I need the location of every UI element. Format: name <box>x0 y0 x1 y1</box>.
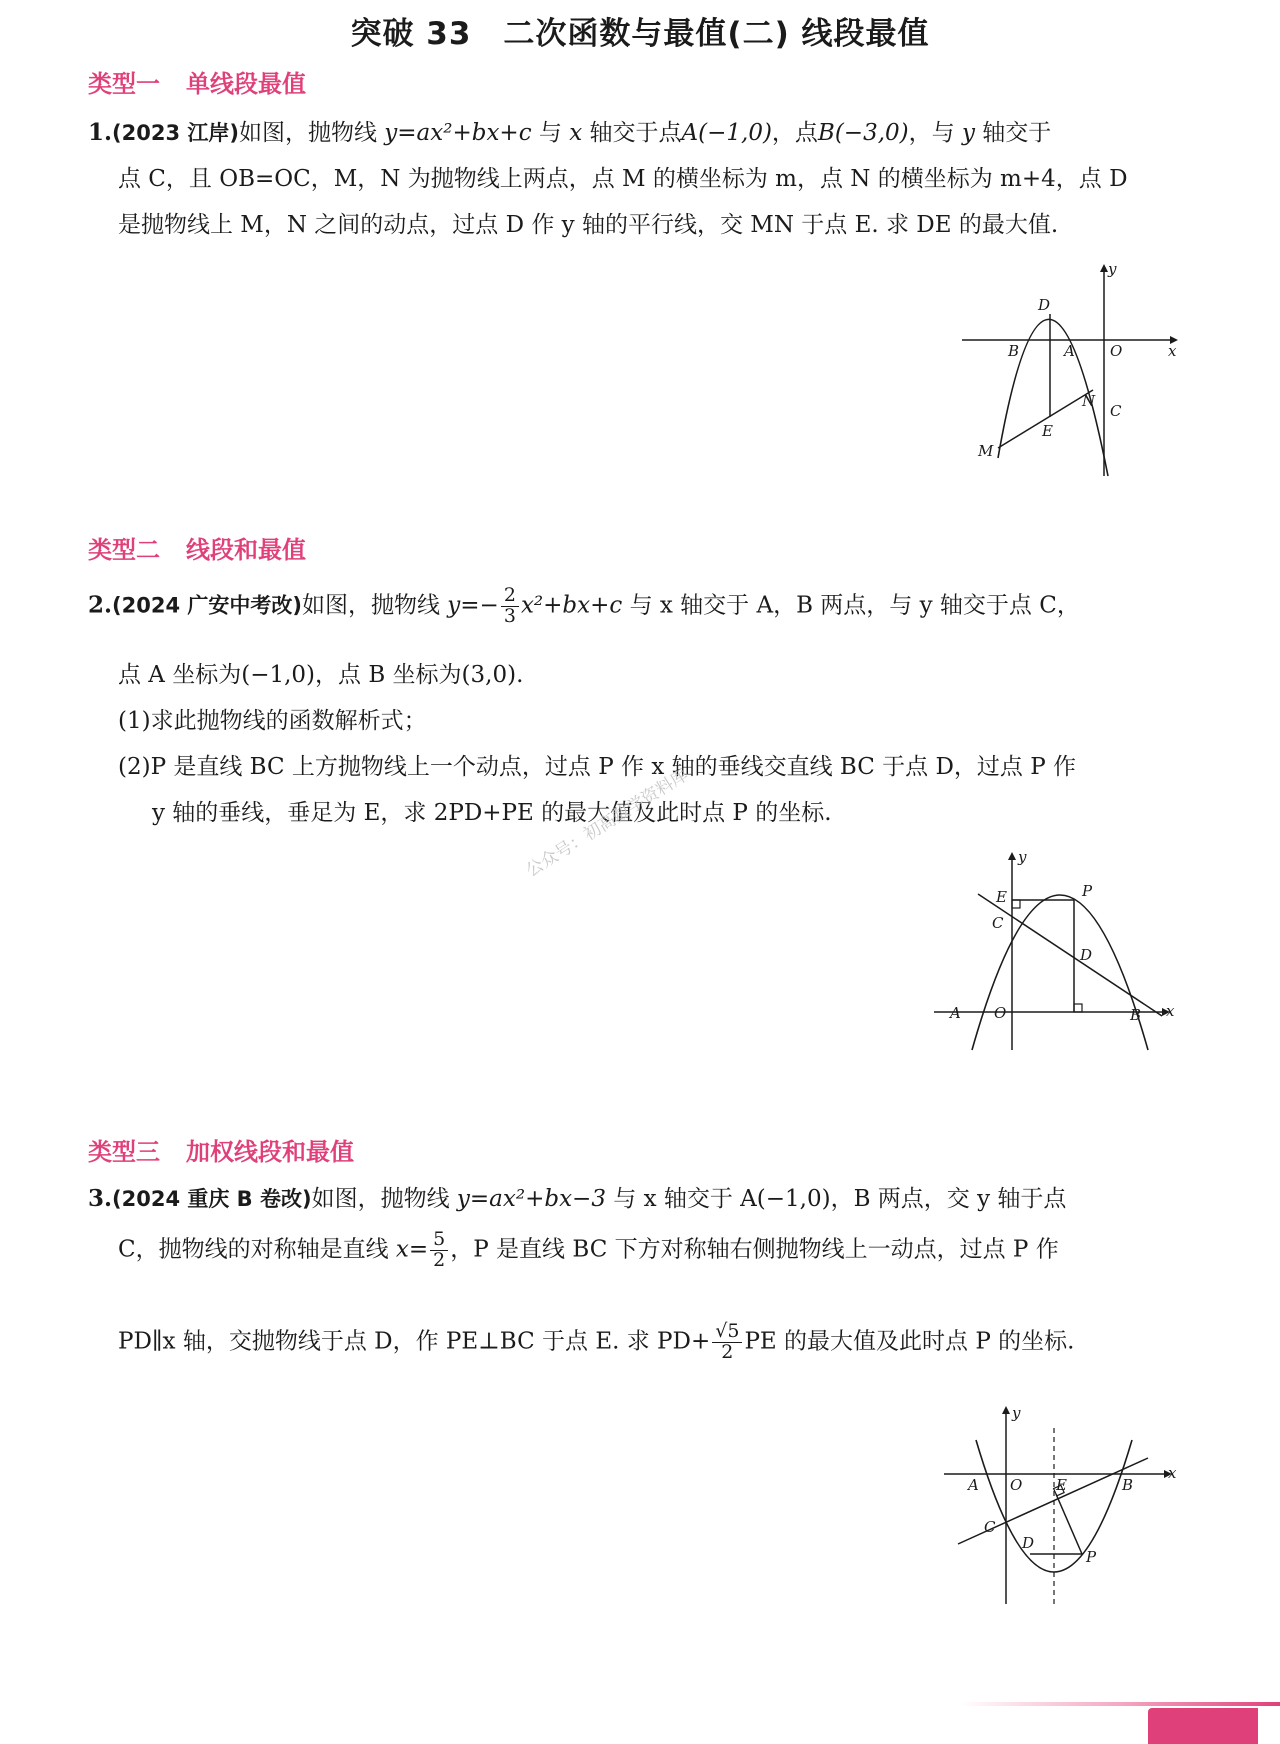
problem-source: (2024 广安中考改) <box>112 593 302 618</box>
equation: y=− <box>447 592 499 619</box>
numerator: 2 <box>501 586 519 607</box>
text: 轴交于 <box>982 120 1052 146</box>
label-B: B <box>1130 1006 1142 1024</box>
text: ，点 <box>771 120 818 146</box>
problem-3-line-3 <box>118 1322 1074 1363</box>
problem-source: (2024 重庆 B 卷改) <box>112 1187 312 1211</box>
fraction <box>501 586 519 627</box>
text: 与 x 轴交于 A，B 两点，与 y 轴交于点 C， <box>629 592 1080 619</box>
label-A: A <box>968 1476 979 1494</box>
label-y: y <box>1012 1404 1021 1422</box>
equation: x²+bx+c <box>520 592 623 619</box>
label-D: D <box>1038 296 1051 314</box>
equation: x= <box>395 1236 429 1263</box>
problem-number: 2. <box>88 591 113 619</box>
watermark: 公众号：初高数学资料库 <box>522 765 692 882</box>
text: ，与 <box>908 120 955 146</box>
equation: y=ax²+bx+c <box>384 120 532 146</box>
denominator: 2 <box>433 1248 446 1271</box>
label-N: N <box>1082 392 1096 410</box>
point: A(−1,0) <box>681 120 772 146</box>
problem-1-line-3: 是抛物线上 M，N 之间的动点，过点 D 作 y 轴的平行线，交 MN 于点 E. 求 DE 的最大值. <box>118 212 1059 238</box>
section-heading-2 <box>88 530 306 565</box>
problem-1-line-1 <box>88 114 1051 147</box>
section-name: 线段和最值 <box>186 536 306 564</box>
label-C: C <box>984 1518 996 1536</box>
problem-2-question-1: (1)求此抛物线的函数解析式； <box>118 708 427 734</box>
figure-2 <box>930 850 1180 1060</box>
denominator: 3 <box>503 604 516 627</box>
fraction <box>712 1322 742 1363</box>
problem-3-line-2 <box>118 1230 1059 1271</box>
variable: y <box>961 120 975 146</box>
problem-2-line-1 <box>88 586 1080 627</box>
label-C: C <box>1110 402 1122 420</box>
page-title: 突破 33 二次函数与最值(二) 线段最值 <box>350 16 930 52</box>
section-label: 类型一 <box>88 70 160 98</box>
label-E: E <box>1042 422 1053 440</box>
footer-page-tab <box>1148 1708 1258 1744</box>
problem-2-question-2-cont: y 轴的垂线，垂足为 E，求 2PD+PE 的最大值及此时点 P 的坐标. <box>152 800 832 826</box>
problem-number: 3. <box>88 1185 113 1212</box>
figure-1 <box>958 262 1198 482</box>
label-x: x <box>1166 1002 1175 1020</box>
text: 与 x 轴交于 A(−1,0)，B 两点，交 y 轴于点 <box>613 1186 1067 1212</box>
section-name: 单线段最值 <box>186 70 306 98</box>
label-P: P <box>1086 1548 1097 1566</box>
label-y: y <box>1018 848 1027 866</box>
problem-number: 1. <box>88 119 113 146</box>
text: 与 <box>538 120 562 146</box>
section-name: 加权线段和最值 <box>186 1138 354 1166</box>
problem-3-line-1 <box>88 1180 1066 1213</box>
label-x: x <box>1168 1464 1177 1482</box>
section-label: 类型二 <box>88 536 160 564</box>
numerator: √5 <box>712 1322 742 1343</box>
problem-2-question-2: (2)P 是直线 BC 上方抛物线上一个动点，过点 P 作 x 轴的垂线交直线 BC 于点 D，过点 P 作 <box>118 754 1077 780</box>
label-O: O <box>994 1004 1007 1022</box>
label-A: A <box>1064 342 1075 360</box>
label-x: x <box>1168 342 1177 360</box>
label-B: B <box>1122 1476 1134 1494</box>
section-heading-3 <box>88 1132 354 1167</box>
footer-bar <box>960 1702 1280 1706</box>
problem-source: (2023 江岸) <box>112 121 239 145</box>
label-E: E <box>996 888 1007 906</box>
variable: x <box>569 120 583 146</box>
numerator: 5 <box>430 1230 448 1251</box>
point: B(−3,0) <box>817 120 909 146</box>
text: PD∥x 轴，交抛物线于点 D，作 PE⊥BC 于点 E. 求 PD+ <box>118 1328 711 1355</box>
label-D: D <box>1022 1534 1035 1552</box>
label-O: O <box>1110 342 1123 360</box>
section-heading-1 <box>88 64 306 99</box>
text: ，P 是直线 BC 下方对称轴右侧抛物线上一动点，过点 P 作 <box>450 1236 1059 1263</box>
text: 轴交于点 <box>589 120 682 146</box>
text: PE 的最大值及此时点 P 的坐标. <box>744 1328 1075 1355</box>
problem-1-line-2: 点 C，且 OB=OC，M，N 为抛物线上两点，点 M 的横坐标为 m，点 N 的横坐标为 m+4，点 D <box>118 166 1128 192</box>
equation: y=ax²+bx−3 <box>456 1186 606 1212</box>
label-E: E <box>1056 1476 1067 1494</box>
text: C，抛物线的对称轴是直线 <box>118 1236 389 1263</box>
text: 如图，抛物线 <box>301 592 440 619</box>
label-C: C <box>992 914 1004 932</box>
label-O: O <box>1010 1476 1023 1494</box>
label-P: P <box>1082 882 1093 900</box>
text: 如图，抛物线 <box>238 120 377 146</box>
denominator: 2 <box>721 1340 734 1363</box>
problem-2-line-2: 点 A 坐标为(−1,0)，点 B 坐标为(3,0). <box>118 662 524 688</box>
label-B: B <box>1008 342 1020 360</box>
label-A: A <box>950 1004 961 1022</box>
label-D: D <box>1080 946 1093 964</box>
text: 如图，抛物线 <box>311 1186 450 1212</box>
fraction <box>430 1230 448 1271</box>
label-M: M <box>978 442 994 460</box>
section-label: 类型三 <box>88 1138 160 1166</box>
label-y: y <box>1108 260 1117 278</box>
figure-3 <box>940 1404 1190 1614</box>
